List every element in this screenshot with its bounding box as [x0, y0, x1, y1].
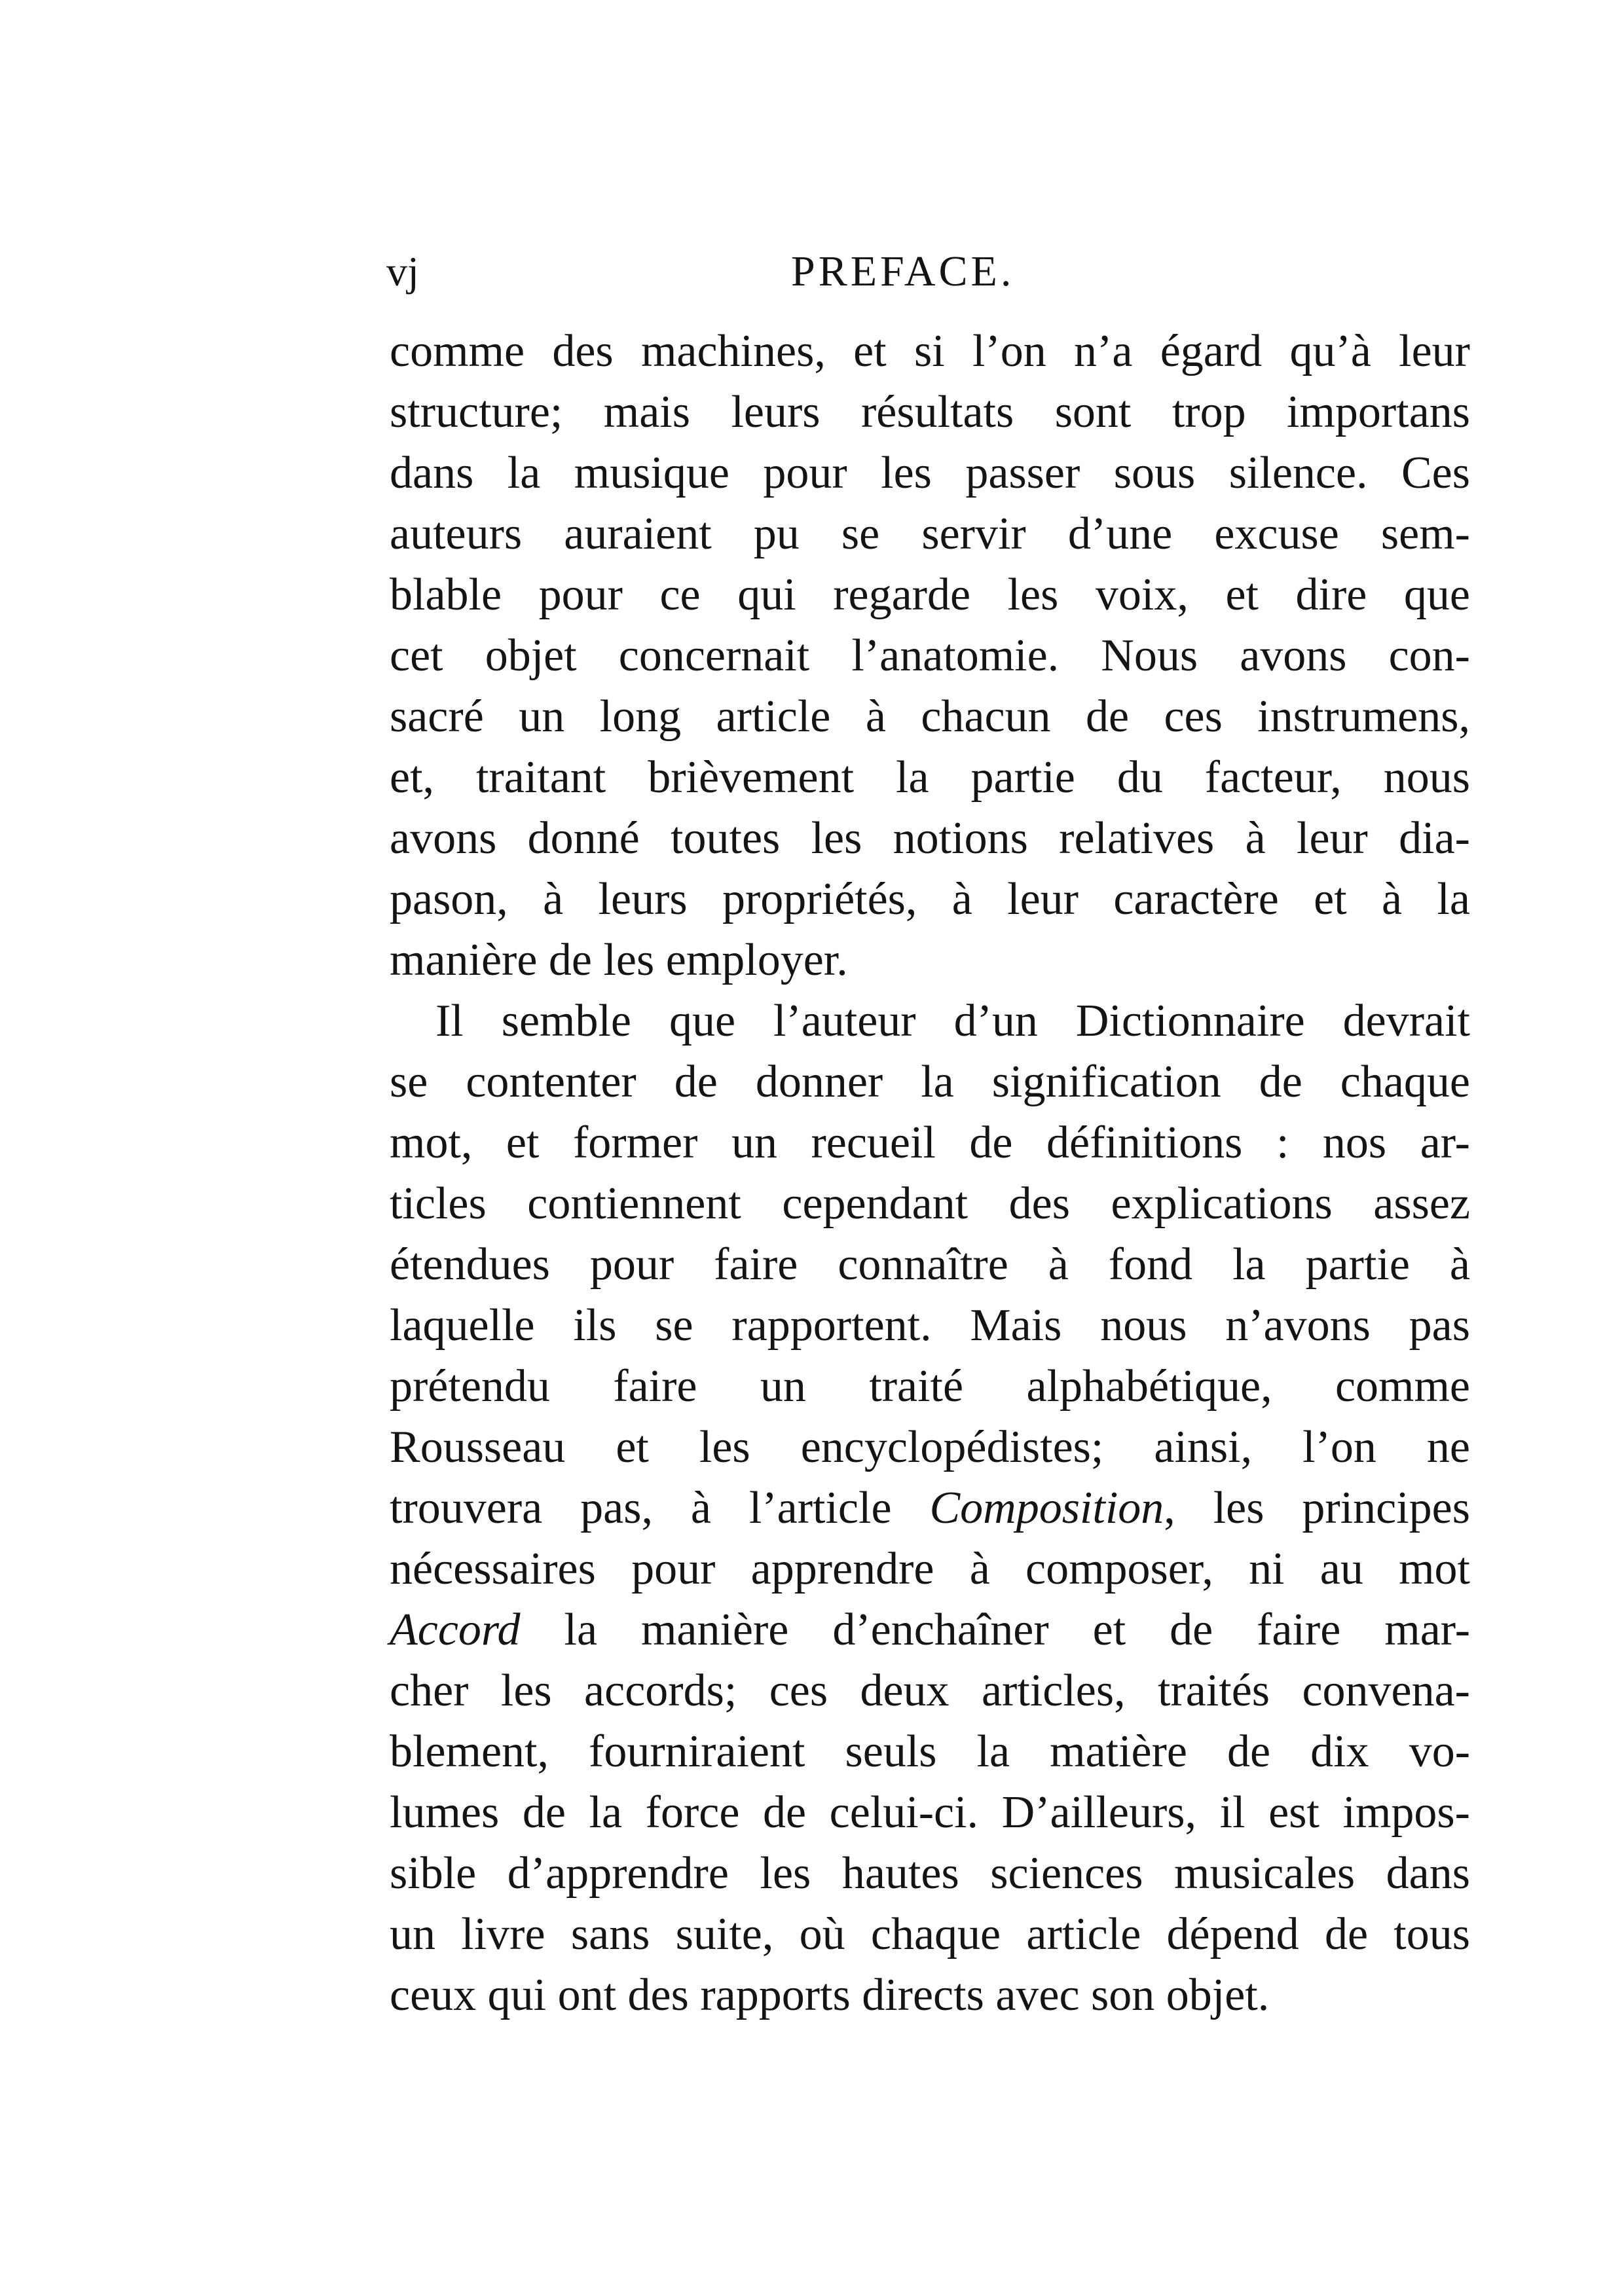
text-line: se contenter de donner la signification de chaque: [390, 1057, 1470, 1107]
text-line: laquelle ils se rapportent. Mais nous n’avons pas: [390, 1300, 1470, 1351]
page-number: vj: [386, 248, 419, 295]
text-line: comme des machines, et si l’on n’a égard qu’à leur: [390, 326, 1470, 376]
text-line: blable pour ce qui regarde les voix, et dire que: [390, 570, 1470, 620]
text-line: étendues pour faire connaître à fond la partie à: [390, 1239, 1470, 1290]
text-line: structure; mais leurs résultats sont trop importans: [390, 387, 1470, 437]
text-line: sacré un long article à chacun de ces instrumens,: [390, 691, 1470, 742]
text-line: dans la musique pour les passer sous silence. Ces: [390, 448, 1470, 498]
text-line: blement, fourniraient seuls la matière de dix vo-: [390, 1726, 1470, 1777]
text-line: lumes de la force de celui-ci. D’ailleurs, il est impos-: [390, 1787, 1470, 1838]
text-line: auteurs auraient pu se servir d’une excuse sem-: [390, 509, 1470, 559]
text-line: cher les accords; ces deux articles, traités convena-: [390, 1666, 1470, 1716]
text-line: [390, 1599, 1470, 1660]
text-line: Rousseau et les encyclopédistes; ainsi, l’on ne: [390, 1422, 1470, 1472]
body-text: [390, 321, 1470, 2026]
text-line: ticles contiennent cependant des explications assez: [390, 1178, 1470, 1229]
paragraph-1: [390, 321, 1470, 991]
text-line: prétendu faire un traité alphabétique, comme: [390, 1361, 1470, 1412]
running-title: PREFACE.: [791, 247, 1015, 295]
text-line: un livre sans suite, où chaque article dépend de tous: [390, 1909, 1470, 1959]
text-line: mot, et former un recueil de définitions : nos ar-: [390, 1118, 1470, 1168]
text-line: sible d’apprendre les hautes sciences musicales dans: [390, 1848, 1470, 1899]
text-segment: trouvera pas, à l’article: [390, 1483, 930, 1533]
text-line: manière de les employer.: [390, 935, 848, 985]
text-line: pason, à leurs propriétés, à leur caractère et à la: [390, 874, 1470, 924]
text-segment: la manière d’enchaîner et de faire mar-: [520, 1605, 1470, 1655]
text-line: Il semble que l’auteur d’un Dictionnaire devrait: [435, 996, 1470, 1046]
text-line: [390, 1478, 1470, 1539]
text-line: cet objet concernait l’anatomie. Nous avons con-: [390, 630, 1470, 681]
text-line: et, traitant brièvement la partie du facteur, nous: [390, 752, 1470, 803]
page-header: [386, 236, 1473, 308]
text-line: ceux qui ont des rapports directs avec son objet.: [390, 1970, 1270, 2020]
italic-term: Accord: [390, 1605, 521, 1655]
text-segment: , les principes: [1164, 1483, 1470, 1533]
italic-term: Composition: [929, 1483, 1164, 1533]
paragraph-2: [390, 991, 1470, 2026]
text-line: nécessaires pour apprendre à composer, ni au mot: [390, 1544, 1470, 1594]
text-line: avons donné toutes les notions relatives à leur dia-: [390, 813, 1470, 864]
